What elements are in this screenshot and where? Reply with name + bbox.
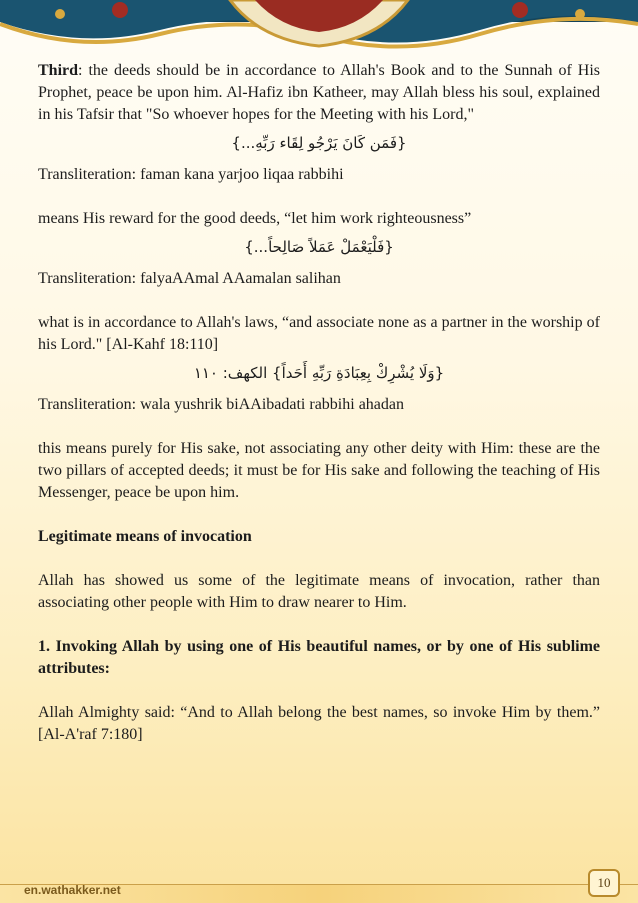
- body-text: [38, 60, 600, 746]
- paragraph-purely: this means purely for His sake, not associating any other deity with Him: these are the two pillars of accepted deeds; it must be for His sake and following the teaching of His Messenger, peace be upon him.: [38, 440, 600, 501]
- top-ornament: [0, 0, 638, 60]
- transliteration-2: Transliteration: falyaAAmal AAamalan salihan: [38, 270, 341, 287]
- transliteration-3: Transliteration: wala yushrik biAAibadati rabbihi ahadan: [38, 396, 404, 413]
- arabic-verse-2: {فَلْيَعْمَلْ عَمَلاً صَالِحاً...}: [244, 238, 394, 256]
- arabic-verse-1: {فَمَن كَانَ يَرْجُو لِقَاء رَبِّهِ...}: [231, 134, 407, 152]
- paragraph-quote: Allah Almighty said: “And to Allah belong the best names, so invoke Him by them.” [Al-A'raf 7:180]: [38, 704, 600, 743]
- section-heading: Legitimate means of invocation: [38, 528, 252, 545]
- point-1: 1. Invoking Allah by using one of His beautiful names, or by one of His sublime attributes:: [38, 638, 601, 677]
- point-1-number: 1: [38, 638, 46, 655]
- paragraph-third: [38, 60, 600, 126]
- footer-url[interactable]: en.wathakker.net: [24, 883, 121, 897]
- transliteration-1: Transliteration: faman kana yarjoo liqaa rabbihi: [38, 166, 344, 183]
- third-label: Third: [38, 62, 79, 79]
- paragraph-accordance: what is in accordance to Allah's laws, “and associate none as a partner in the worship of his Lord." [Al-Kahf 18:110]: [38, 314, 600, 353]
- arabic-verse-3: {وَلَا يُشْرِكْ بِعِبَادَةِ رَبِّهِ أَحَداً} الكهف: ١١٠: [193, 364, 445, 382]
- page-number: 10: [588, 869, 620, 897]
- paragraph-reward: means His reward for the good deeds, “let him work righteousness”: [38, 210, 472, 227]
- point-1-title-b: or by one of His sublime attributes: [38, 638, 601, 677]
- point-1-title-a: Invoking Allah by using one of His beautiful names: [55, 638, 417, 655]
- paragraph-showed: Allah has showed us some of the legitimate means of invocation, rather than associating other people with Him to draw nearer to Him.: [38, 572, 600, 611]
- third-text: : the deeds should be in accordance to Allah's Book and to the Sunnah of His Prophet, peace be upon him. Al-Hafiz ibn Katheer, may Allah bless his soul, explained in his Tafsir that "So whoever hopes for the Meeting with his Lord,": [38, 62, 600, 123]
